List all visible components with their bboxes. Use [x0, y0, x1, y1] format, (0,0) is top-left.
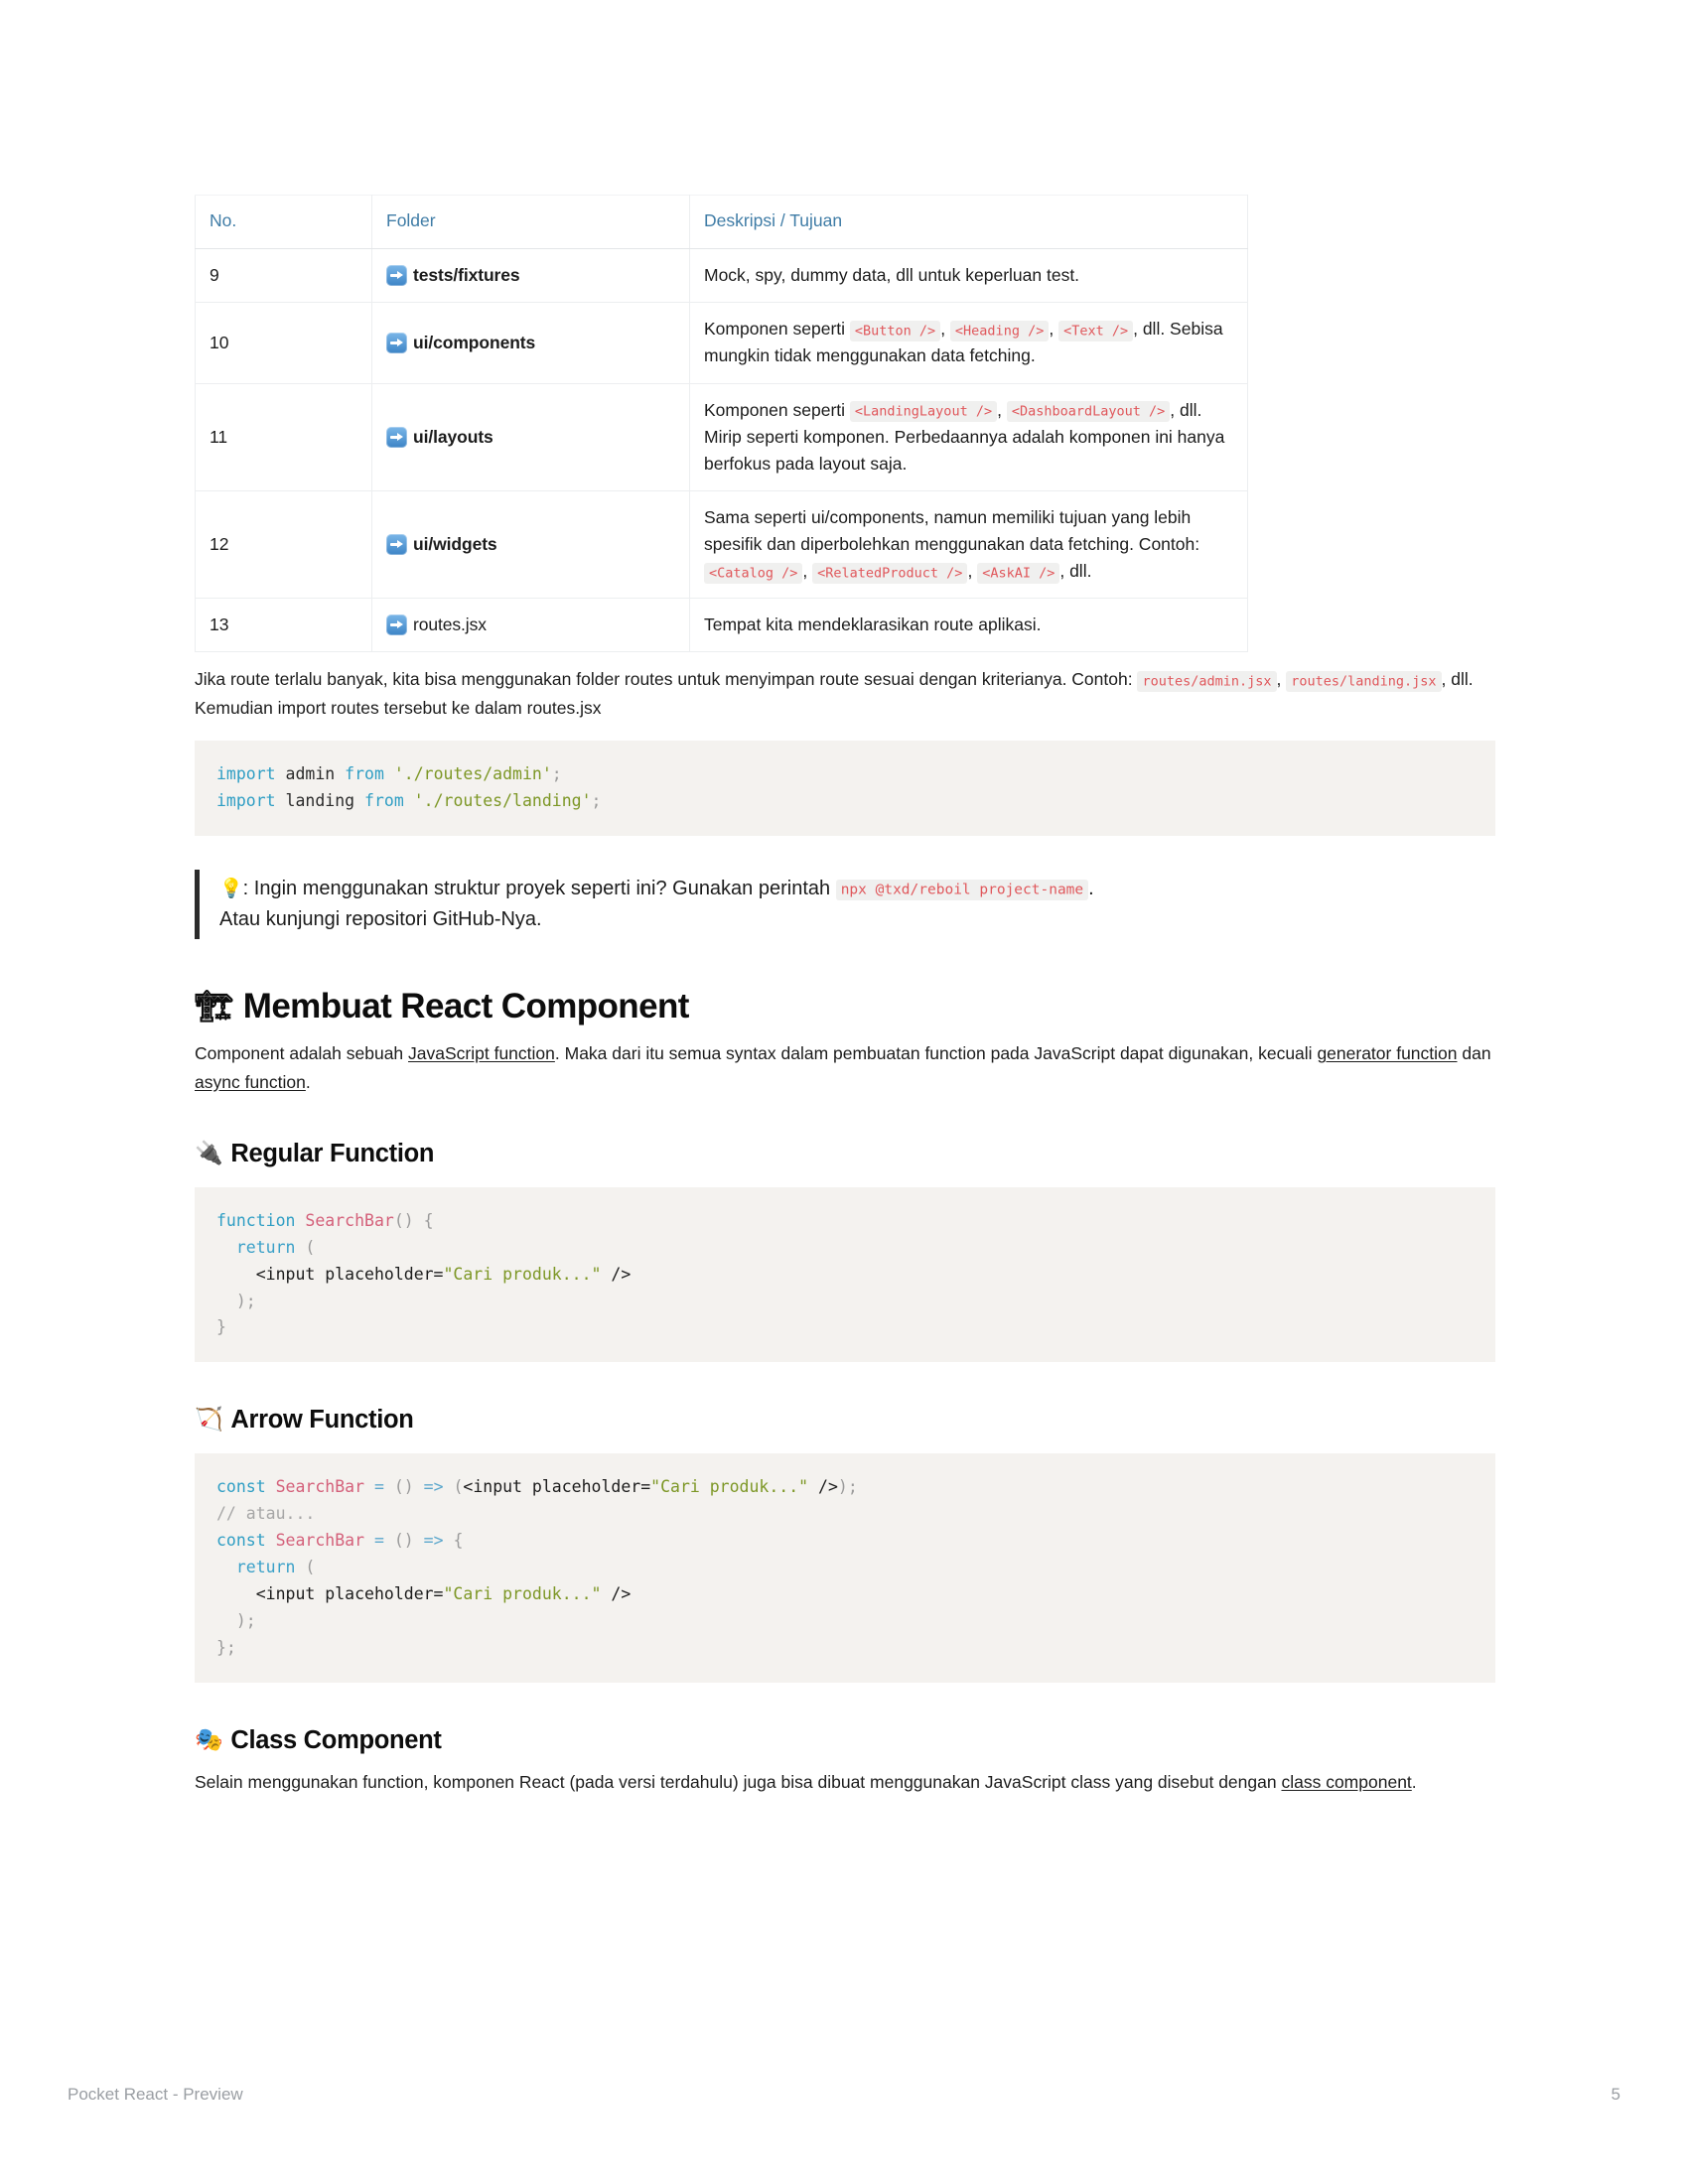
code-token [364, 1477, 374, 1496]
code-block-import-routes [195, 741, 1495, 836]
code-token [414, 1477, 424, 1496]
folder-name: ui/components [413, 332, 536, 352]
code-token [384, 1477, 394, 1496]
code-token: /> [601, 1264, 632, 1284]
bow-and-arrow-icon: 🏹 [195, 1407, 223, 1433]
code-token [384, 1531, 394, 1550]
code-token: /> [808, 1477, 838, 1497]
cell-number: 13 [196, 599, 372, 652]
column-header-description: Deskripsi / Tujuan [690, 196, 1248, 249]
subsection-heading-text: Class Component [230, 1725, 442, 1754]
column-header-no: No. [196, 196, 372, 249]
code-token: ( [443, 1477, 464, 1497]
code-token: } [216, 1317, 226, 1337]
code-token: <input placeholder= [463, 1477, 651, 1497]
code-token: = [373, 1531, 384, 1551]
table-header-row [196, 196, 1248, 249]
right-arrow-icon [386, 265, 407, 286]
cell-description: Mock, spy, dummy data, dll untuk keperluan test. [690, 249, 1248, 303]
code-token: SearchBar [275, 1531, 365, 1551]
inline-code: <AskAI /> [977, 563, 1059, 584]
tip-callout [195, 870, 1495, 939]
cell-folder [372, 599, 690, 652]
table-row [196, 249, 1248, 303]
code-token: () { [393, 1210, 434, 1230]
code-token: <input placeholder= [255, 1583, 444, 1603]
underlined-term: JavaScript function [408, 1043, 555, 1064]
table-body [196, 249, 1248, 652]
code-token [216, 1558, 236, 1576]
code-token: ( [295, 1558, 316, 1577]
code-token: = [373, 1477, 384, 1497]
folder-name: tests/fixtures [413, 265, 520, 286]
electric-plug-icon: 🔌 [195, 1140, 223, 1166]
callout-text-after: . [1088, 877, 1094, 899]
inline-code: <Button /> [850, 321, 940, 341]
inline-code: <Catalog /> [704, 563, 802, 584]
code-block-arrow-function [195, 1453, 1495, 1682]
cell-number: 12 [196, 490, 372, 598]
component-definition-paragraph: Component adalah sebuah JavaScript function. Maka dari itu semua syntax dalam pembuatan function pada JavaScript dapat digunakan, kecuali generator function dan async function. [195, 1043, 1491, 1092]
cell-number: 9 [196, 249, 372, 303]
code-token: // atau... [216, 1504, 316, 1524]
code-token [266, 1531, 276, 1550]
code-token: function [216, 1210, 296, 1230]
cell-description: Komponen seperti <Button /> , <Heading /> , <Text /> , dll. Sebisa mungkin tidak menggunakan data fetching. [690, 303, 1248, 383]
code-token: landing [275, 790, 365, 810]
cell-folder [372, 383, 690, 490]
code-token: SearchBar [275, 1477, 365, 1497]
code-token: ; [551, 764, 562, 784]
code-block-regular-function [195, 1187, 1495, 1362]
right-arrow-icon [386, 333, 407, 353]
code-token [404, 791, 414, 810]
performing-arts-icon: 🎭 [195, 1726, 223, 1753]
construction-crane-icon: 🏗 [195, 988, 233, 1024]
folder-name: routes.jsx [413, 614, 487, 635]
code-token: admin [275, 764, 346, 784]
code-token: return [235, 1558, 296, 1577]
inline-code: <Heading /> [950, 321, 1049, 341]
code-token: "Cari produk..." [443, 1583, 602, 1603]
code-token: <input placeholder= [255, 1264, 444, 1284]
right-arrow-icon [386, 614, 407, 635]
right-arrow-icon [386, 534, 407, 555]
code-token [266, 1477, 276, 1496]
folder-name: ui/widgets [413, 534, 497, 554]
code-token: () [393, 1477, 414, 1497]
underlined-term: async function [195, 1071, 306, 1092]
code-token: ); [216, 1610, 256, 1630]
code-token: => [423, 1531, 444, 1551]
code-token: const [216, 1477, 266, 1497]
column-header-folder: Folder [372, 196, 690, 249]
code-token: => [423, 1477, 444, 1497]
code-token: './routes/landing' [413, 790, 592, 810]
section-heading-membuat-react-component [195, 987, 1495, 1026]
callout-text-before: : Ingin menggunakan struktur proyek seperti ini? Gunakan perintah [242, 877, 836, 899]
table-row [196, 383, 1248, 490]
cell-folder [372, 303, 690, 383]
code-token: "Cari produk..." [650, 1477, 809, 1497]
subsection-heading-class-component [195, 1726, 1495, 1755]
table-row [196, 303, 1248, 383]
inline-code: <LandingLayout /> [850, 401, 997, 422]
code-token: from [364, 790, 404, 810]
footer-page-number: 5 [1611, 2085, 1620, 2104]
subsection-heading-arrow-function [195, 1406, 1495, 1434]
subsection-heading-regular-function [195, 1140, 1495, 1168]
subsection-heading-text: Regular Function [230, 1139, 435, 1167]
code-token: }; [216, 1637, 236, 1657]
callout-line-2: Atau kunjungi repositori GitHub-Nya. [219, 908, 542, 931]
footer-title: Pocket React - Preview [68, 2085, 243, 2104]
inline-code: <RelatedProduct /> [812, 563, 967, 584]
right-arrow-icon [386, 427, 407, 448]
code-token [364, 1531, 374, 1550]
cell-folder [372, 490, 690, 598]
code-token: /> [601, 1583, 632, 1603]
cell-number: 11 [196, 383, 372, 490]
routes-paragraph: Jika route terlalu banyak, kita bisa menggunakan folder routes untuk menyimpan route sesuai dengan kriterianya. Contoh: routes/admin.jsx , routes/landing.jsx , dll. Kemudian import routes tersebut ke dalam routes.jsx [195, 669, 1474, 718]
cell-folder [372, 249, 690, 303]
code-token: ); [216, 1291, 256, 1310]
code-token: import [216, 790, 276, 810]
folder-structure-table [195, 195, 1248, 652]
underlined-term: generator function [1317, 1043, 1458, 1064]
page-content [195, 195, 1495, 1796]
callout-line-1 [219, 874, 1495, 904]
code-token: ; [591, 790, 602, 810]
code-token: "Cari produk..." [443, 1264, 602, 1284]
class-component-paragraph: Selain menggunakan function, komponen React (pada versi terdahulu) juga bisa dibuat menggunakan JavaScript class yang disebut dengan class component. [195, 1771, 1417, 1792]
code-token: return [235, 1237, 296, 1257]
code-token: ); [837, 1477, 858, 1497]
cell-description: Tempat kita mendeklarasikan route aplikasi. [690, 599, 1248, 652]
page-footer [68, 2085, 1620, 2105]
inline-code: routes/landing.jsx [1286, 671, 1441, 692]
code-token: const [216, 1531, 266, 1551]
code-token [216, 1238, 236, 1257]
callout-command-code: npx @txd/reboil project-name [836, 880, 1088, 900]
code-token [216, 1265, 256, 1284]
code-token: ( [295, 1237, 316, 1257]
cell-description: Komponen seperti <LandingLayout /> , <DashboardLayout /> , dll. Mirip seperti komponen. Perbedaannya adalah komponen ini hanya berfokus pada layout saja. [690, 383, 1248, 490]
inline-code: <DashboardLayout /> [1007, 401, 1170, 422]
code-token [216, 1584, 256, 1603]
code-token [384, 764, 394, 783]
code-token: SearchBar [305, 1210, 394, 1230]
table-row [196, 490, 1248, 598]
table-row [196, 599, 1248, 652]
code-token: from [345, 764, 384, 784]
code-token [414, 1531, 424, 1550]
code-token [295, 1211, 305, 1230]
inline-code: routes/admin.jsx [1137, 671, 1276, 692]
code-token: import [216, 764, 276, 784]
underlined-term: class component [1281, 1771, 1412, 1792]
cell-number: 10 [196, 303, 372, 383]
code-token: { [443, 1531, 464, 1551]
section-heading-text: Membuat React Component [242, 987, 689, 1026]
folder-name: ui/layouts [413, 426, 493, 447]
inline-code: <Text /> [1058, 321, 1133, 341]
table-header [196, 196, 1248, 249]
subsection-heading-text: Arrow Function [230, 1406, 414, 1434]
code-token: () [393, 1531, 414, 1551]
code-token: './routes/admin' [393, 764, 552, 784]
light-bulb-icon: 💡 [219, 877, 243, 899]
cell-description: Sama seperti ui/components, namun memiliki tujuan yang lebih spesifik dan diperbolehkan menggunakan data fetching. Contoh: <Catalog /> , <RelatedProduct /> , <AskAI /> , dll. [690, 490, 1248, 598]
